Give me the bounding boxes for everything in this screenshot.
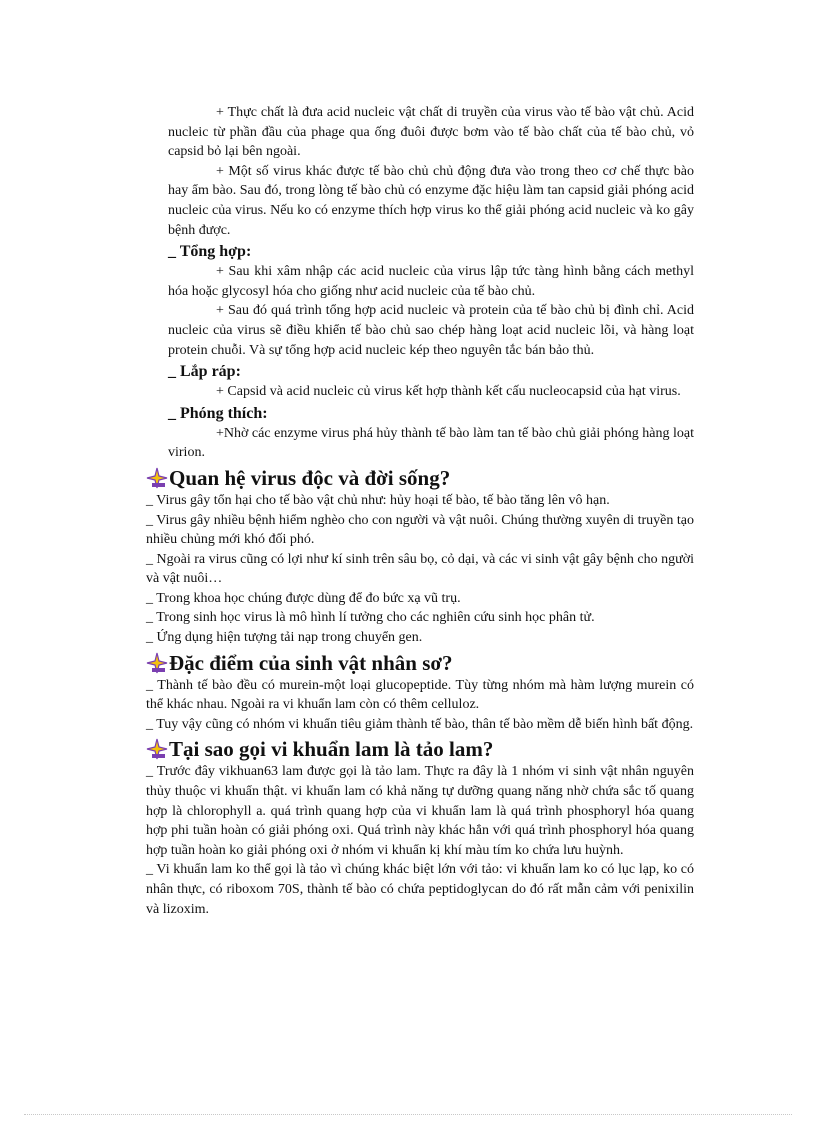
page-bottom-divider xyxy=(24,1114,792,1115)
section-heading-text: Quan hệ virus độc và đời sống? xyxy=(169,465,451,490)
document-body xyxy=(146,103,694,919)
section-heading-prokaryote xyxy=(146,650,694,676)
subheading-tong-hop: _ Tổng hợp: xyxy=(168,243,252,261)
paragraph: + Sau khi xâm nhập các acid nucleic của virus lập tức tàng hình bằng cách methyl hóa hoặc glycosyl hóa cho giống như acid nucleic của tế bào chủ. xyxy=(168,264,694,299)
paragraph: _ Trước đây vikhuan63 lam được gọi là tảo lam. Thực ra đây là 1 nhóm vi sinh vật nhân nguyên thủy thuộc vi khuẩn thật. vi khuẩn lam có khả năng tự dưỡng quang năng nhờ chứa sắc tố quang hợp là chlorophyll a. quá trình quang hợp của vi khuẩn lam là quá trình phosphoryl hóa quang hợp phi tuần hoàn có giải phóng oxi. Quá trình này khác hẳn với quá trình phosphoryl hóa quang hợp tuần hoàn ko giải phóng oxi ở nhóm vi khuẩn kị khí màu tím ko chứa lưu huỳnh. xyxy=(146,764,694,858)
paragraph: _ Virus gây nhiều bệnh hiểm nghèo cho con người và vật nuôi. Chúng thường xuyên di truyền tạo nhiều chủng mới khó đối phó. xyxy=(146,512,694,548)
paragraph: +Nhờ các enzyme virus phá hủy thành tế bào làm tan tế bào chủ giải phóng hàng loạt virion. xyxy=(168,425,694,461)
paragraph: + Thực chất là đưa acid nucleic vật chất di truyền của virus vào tế bào vật chủ. Acid nucleic từ phần đầu của phage qua ống đuôi được bơm vào tế bào chất của tế bào chủ, vỏ capsid bỏ lại bên ngoài. xyxy=(168,105,694,160)
paragraph: _ Virus gây tổn hại cho tế bào vật chủ như: hủy hoại tế bào, tế bào tăng lên vô hạn. xyxy=(146,492,610,508)
subheading-phong-thich: _ Phóng thích: xyxy=(168,404,268,422)
paragraph: + Một số virus khác được tế bào chủ chủ động đưa vào trong theo cơ chế thực bào hay ẩm bào. Sau đó, trong lòng tế bào chủ có enzyme đặc hiệu làm tan capsid giải phóng acid nucleic của virus. Nếu ko có enzyme thích hợp virus ko thể giải phóng acid nucleic và ko gây bệnh được. xyxy=(168,163,694,238)
paragraph: _ Trong khoa học chúng được dùng để đo bức xạ vũ trụ. xyxy=(146,590,461,606)
sparkle-bullet-icon xyxy=(146,652,168,674)
paragraph: + Sau đó quá trình tổng hợp acid nucleic và protein của tế bào chủ bị đình chỉ. Acid nucleic của virus sẽ điều khiển tế bào chủ sao chép hàng loạt acid nucleic lõi, và hàng loạt protein chuỗi. Và sự tổng hợp acid nucleic kép theo nguyên tắc bán bảo thủ. xyxy=(168,303,694,358)
paragraph: _ Ngoài ra virus cũng có lợi như kí sinh trên sâu bọ, cỏ dại, và các vi sinh vật gây bệnh cho người và vật nuôi… xyxy=(146,551,694,587)
section-heading-text: Đặc điểm của sinh vật nhân sơ? xyxy=(169,650,453,675)
paragraph: _ Trong sinh học virus là mô hình lí tưởng cho các nghiên cứu sinh học phân tử. xyxy=(146,610,595,626)
section-heading-text: Tại sao gọi vi khuẩn lam là tảo lam? xyxy=(169,737,494,762)
sparkle-bullet-icon xyxy=(146,467,168,489)
subheading-lap-rap: _ Lắp ráp: xyxy=(168,363,241,381)
paragraph: _ Tuy vậy cũng có nhóm vi khuẩn tiêu giảm thành tế bào, thân tế bào mềm dễ biến hình bất động. xyxy=(146,716,694,732)
paragraph: _ Thành tế bào đều có murein-một loại glucopeptide. Tùy từng nhóm mà hàm lượng murein có thể khác nhau. Ngoài ra vi khuẩn lam còn có thêm celluloz. xyxy=(146,677,694,713)
section-heading-virus xyxy=(146,465,694,491)
paragraph: _ Ứng dụng hiện tượng tải nạp trong chuyển gen. xyxy=(146,630,423,646)
paragraph: + Capsid và acid nucleic củ virus kết hợp thành kết cấu nucleocapsid của hạt virus. xyxy=(216,384,681,400)
sparkle-bullet-icon xyxy=(146,738,168,760)
section-heading-cyanobacteria xyxy=(146,736,694,762)
paragraph: _ Vi khuẩn lam ko thể gọi là tảo vì chúng khác biệt lớn với tảo: vi khuẩn lam ko có lục lạp, ko có nhân thực, có riboxom 70S, thành tế bào có chứa peptidoglycan do đó rất mẫn cảm với penixilin và lizoxim. xyxy=(146,862,694,917)
